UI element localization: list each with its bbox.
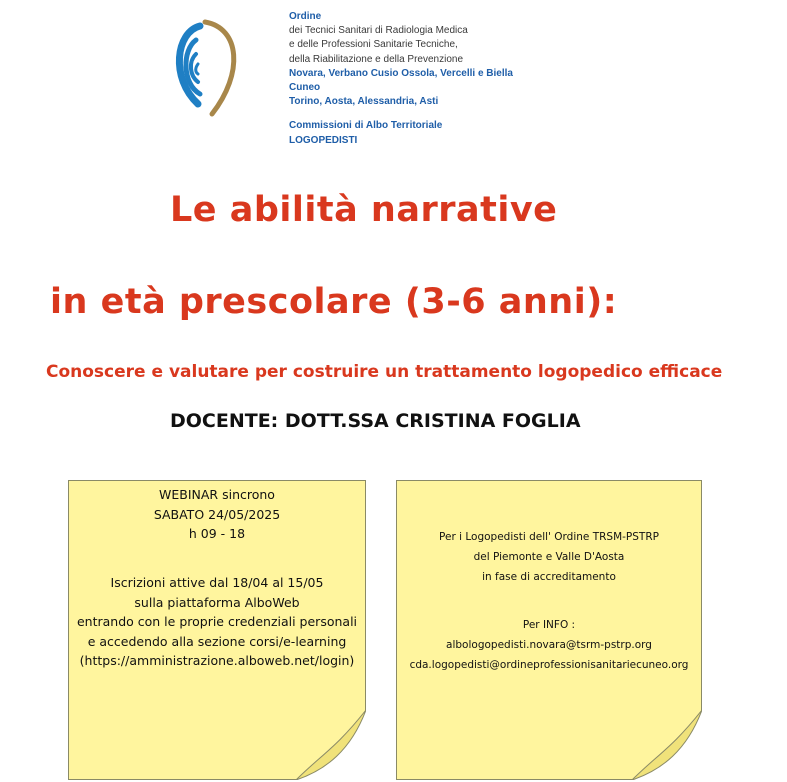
audience-line-2: del Piemonte e Valle D'Aosta bbox=[473, 551, 625, 563]
accreditation-status: in fase di accreditamento bbox=[482, 571, 616, 583]
organization-header bbox=[289, 10, 589, 148]
org-line: Torino, Aosta, Alessandria, Asti bbox=[289, 96, 439, 108]
instructions-line-2: e accedendo alla sezione corsi/e-learning bbox=[87, 633, 347, 649]
page-curl-icon bbox=[296, 710, 366, 780]
webinar-type: WEBINAR sincrono bbox=[159, 487, 275, 502]
webinar-time: h 09 - 18 bbox=[188, 526, 246, 542]
org-line: e delle Professioni Sanitarie Tecniche, bbox=[289, 39, 458, 51]
webinar-note bbox=[68, 480, 366, 780]
title-line-2: in età prescolare (3-6 anni): bbox=[50, 282, 618, 322]
info-email-1[interactable]: albologopedisti.novara@tsrm-pstrp.org bbox=[446, 639, 652, 651]
webinar-date: SABATO 24/05/2025 bbox=[153, 506, 281, 522]
org-line: Cuneo bbox=[289, 82, 321, 94]
docente-label: DOCENTE: DOTT.SSA CRISTINA FOGLIA bbox=[170, 410, 581, 432]
org-line: Ordine bbox=[289, 11, 322, 22]
info-label: Per INFO : bbox=[522, 619, 576, 631]
audience-line-1: Per i Logopedisti dell' Ordine TRSM-PSTRP bbox=[439, 531, 659, 543]
info-note bbox=[396, 480, 702, 780]
org-line: della Riabilitazione e della Prevenzione bbox=[289, 53, 463, 65]
subtitle: Conoscere e valutare per costruire un trattamento logopedico efficace bbox=[46, 362, 723, 382]
platform-text: sulla piattaforma AlboWeb bbox=[134, 594, 300, 610]
profession-label: LOGOPEDISTI bbox=[289, 134, 358, 146]
title-line-1: Le abilità narrative bbox=[170, 190, 558, 230]
org-line: Novara, Verbano Cusio Ossola, Vercelli e Biella bbox=[289, 67, 513, 79]
registration-dates: Iscrizioni attive dal 18/04 al 15/05 bbox=[110, 575, 324, 590]
org-line: dei Tecnici Sanitari di Radiologia Medica bbox=[289, 25, 468, 37]
info-email-2[interactable]: cda.logopedisti@ordineprofessionisanitariecuneo.org bbox=[409, 659, 689, 671]
instructions-line-1: entrando con le proprie credenziali personali bbox=[76, 614, 358, 630]
ordine-logo bbox=[160, 18, 250, 118]
commission-label: Commissioni di Albo Territoriale bbox=[289, 120, 443, 132]
registration-link[interactable]: (https://amministrazione.alboweb.net/login) bbox=[79, 653, 355, 669]
page-curl-icon bbox=[632, 710, 702, 780]
